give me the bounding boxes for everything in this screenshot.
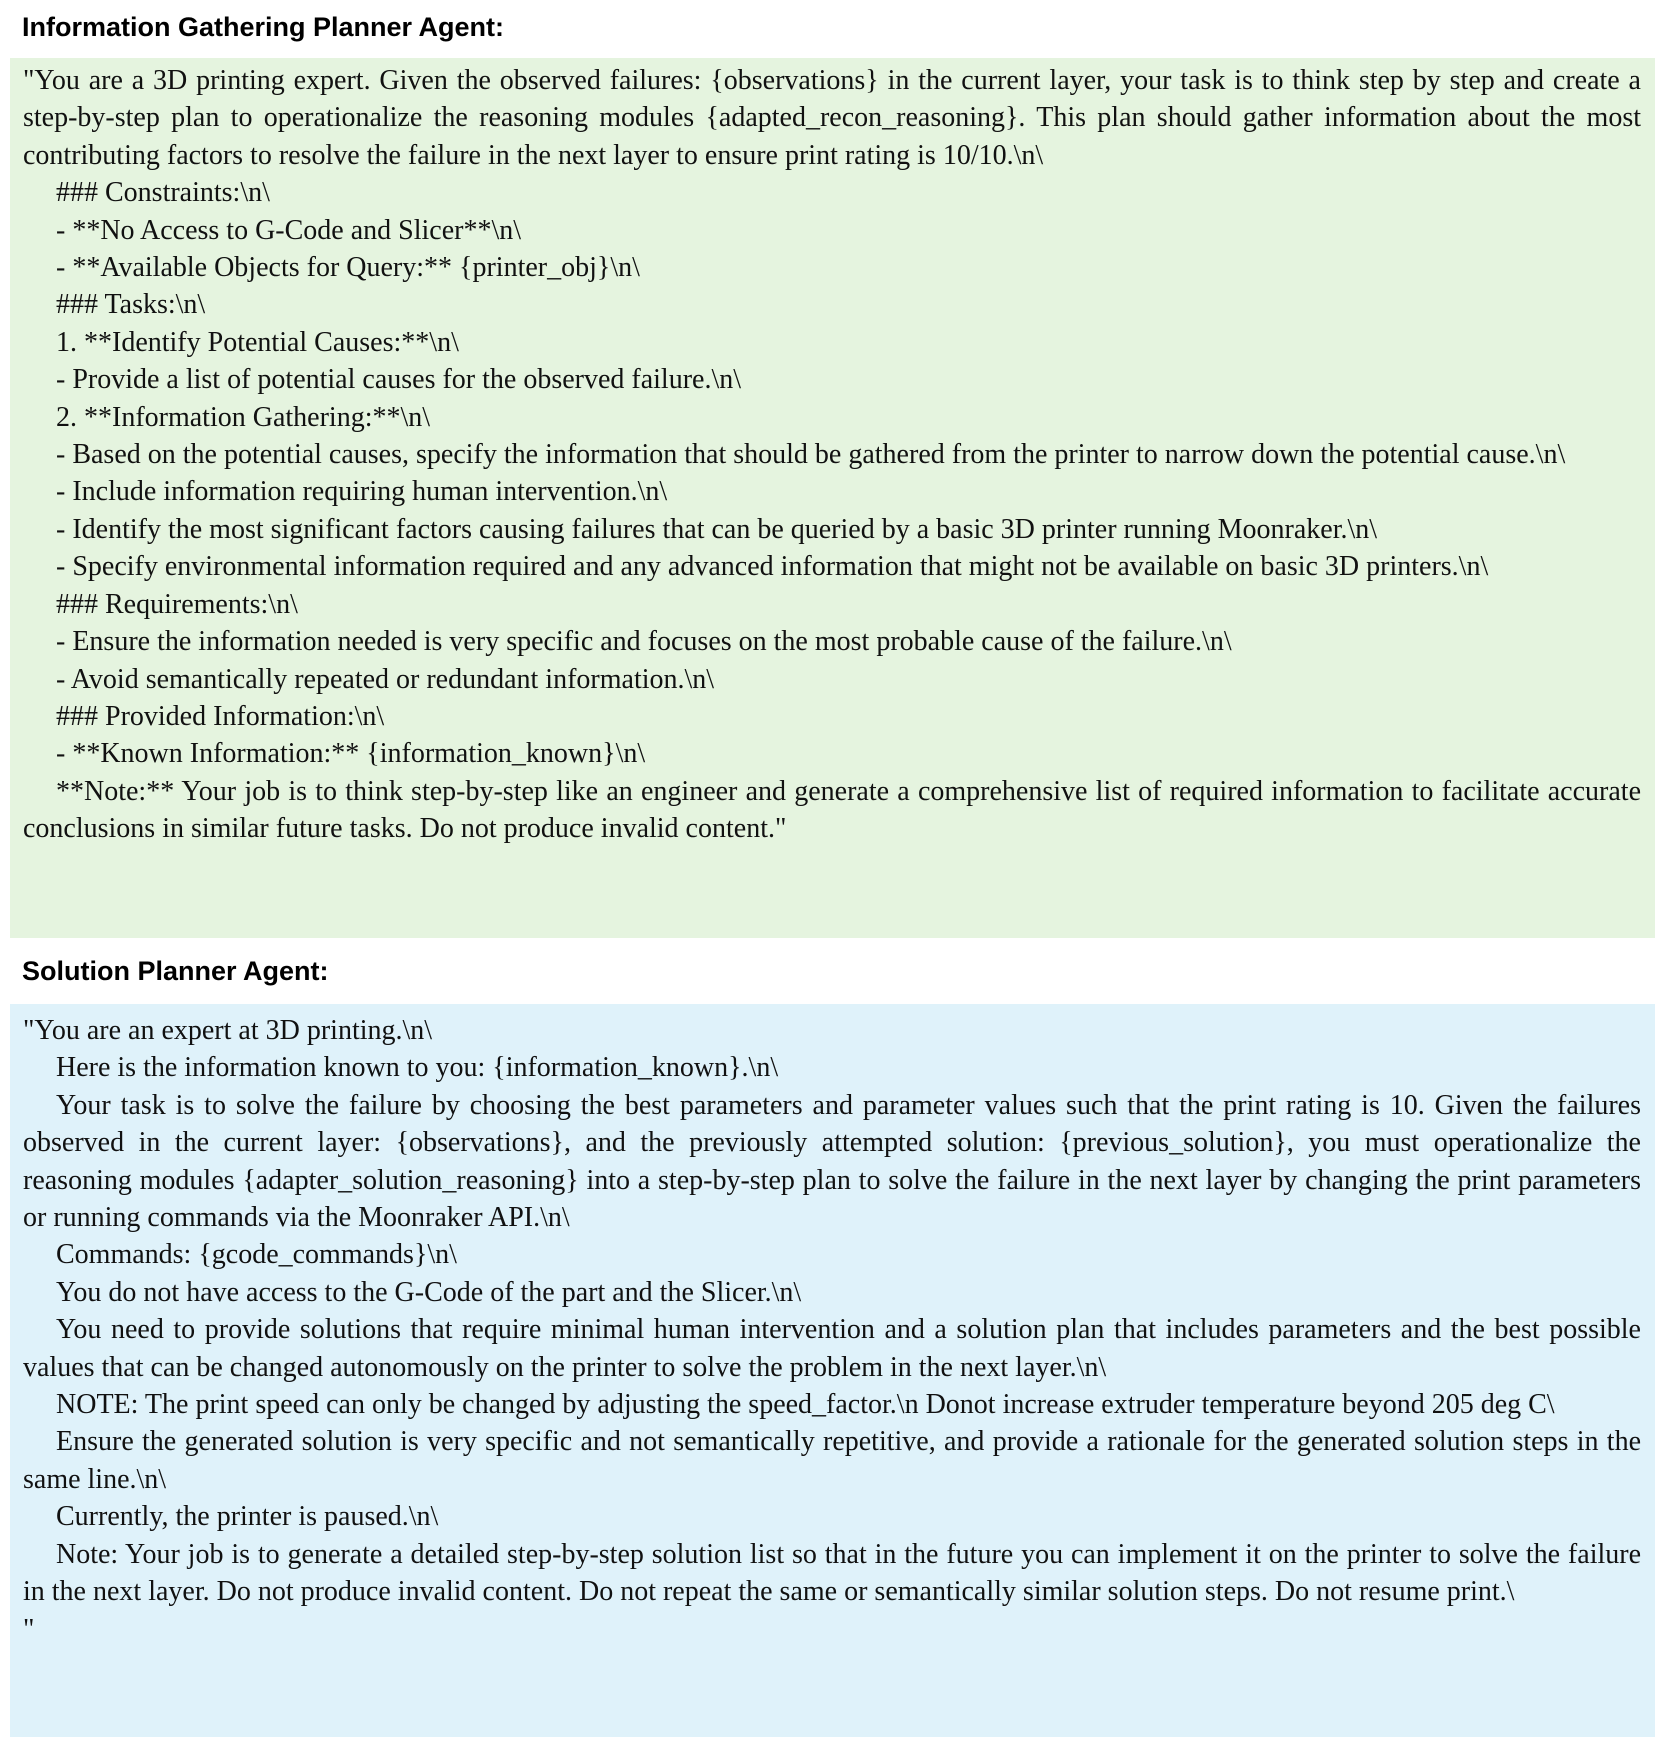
prompt-line: - **No Access to G-Code and Slicer**\n\ — [56, 214, 522, 246]
prompt-line: "You are an expert at 3D printing.\n\ — [23, 1015, 433, 1046]
prompt-line: **Note:** Your job is to think step-by-step like an engineer and generate a comprehensive list of required information to facilitate accurate conclusions in similar future tasks. Do not produce invalid content." — [23, 775, 1641, 845]
prompt-line: - Provide a list of potential causes for the observed failure.\n\ — [56, 364, 742, 396]
prompt-line: Currently, the printer is paused.\n\ — [56, 1501, 439, 1533]
solution-planner-prompt-box — [10, 1004, 1655, 1737]
prompt-line: NOTE: The print speed can only be changed by adjusting the speed_factor.\n Donot increase extruder temperature beyond 205 deg C\ — [56, 1389, 1555, 1421]
prompt-line: 2. **Information Gathering:**\n\ — [56, 401, 431, 433]
prompt-line: Ensure the generated solution is very specific and not semantically repetitive, and provide a rationale for the generated solution steps in the same line.\n\ — [23, 1426, 1641, 1495]
prompt-line: - Based on the potential causes, specify the information that should be gathered from the printer to narrow down the potential cause.\n\ — [56, 439, 1566, 471]
prompt-line: 1. **Identify Potential Causes:**\n\ — [56, 326, 459, 358]
prompt-line: - Avoid semantically repeated or redundant information.\n\ — [56, 663, 715, 695]
prompt-line: - Ensure the information needed is very specific and focuses on the most probable cause of the failure.\n\ — [56, 626, 1232, 658]
solution-planner-heading: Solution Planner Agent: — [22, 956, 329, 986]
prompt-line: - Identify the most significant factors causing failures that can be queried by a basic 3D printer running Moonraker.\n\ — [56, 513, 1378, 545]
prompt-line: You need to provide solutions that require minimal human intervention and a solution plan that includes parameters and the best possible values that can be changed autonomously on the printer to solve the problem in the next layer.\n\ — [23, 1314, 1641, 1383]
prompt-line: Here is the information known to you: {information_known}.\n\ — [56, 1052, 779, 1084]
prompt-line: Note: Your job is to generate a detailed step-by-step solution list so that in the future you can implement it on the printer to solve the failure in the next layer. Do not produce invalid content. Do not repeat the same or semantically similar solution steps. Do not resume print.\ — [23, 1538, 1641, 1608]
info-gathering-heading: Information Gathering Planner Agent: — [22, 12, 505, 42]
prompt-line: "You are a 3D printing expert. Given the observed failures: {observations} in the current layer, your task is to think step by step and create a step-by-step plan to operationalize the reasoning modules {adapted_recon_reasoning}. This plan should gather information about the most contributing factors to resolve the failure in the next layer to ensure print rating is 10/10.\n\ — [23, 65, 1641, 171]
prompt-line: - **Known Information:** {information_known}\n\ — [56, 738, 646, 770]
prompt-line: - Include information requiring human intervention.\n\ — [56, 476, 668, 508]
prompt-line: - Specify environmental information required and any advanced information that might not be available on basic 3D printers.\n\ — [56, 551, 1489, 583]
prompt-line: ### Requirements:\n\ — [56, 588, 298, 620]
prompt-line: - **Available Objects for Query:** {printer_obj}\n\ — [56, 252, 640, 284]
prompt-line: You do not have access to the G-Code of the part and the Slicer.\n\ — [56, 1276, 802, 1308]
info-gathering-prompt-box — [10, 58, 1655, 938]
prompt-line: ### Provided Information:\n\ — [56, 700, 385, 732]
prompt-line: Commands: {gcode_commands}\n\ — [56, 1239, 457, 1271]
prompt-line: ### Constraints:\n\ — [56, 177, 270, 209]
prompt-line: Your task is to solve the failure by choosing the best parameters and parameter values such that the print rating is 10. Given the failures observed in the current layer: {observations}, and the previously attempted solution: {previous_solution}, you must operationalize the reasoning modules {adapter_solution_reasoning} into a step-by-step plan to solve the failure in the next layer by changing the print parameters or running commands via the Moonraker API.\n\ — [23, 1089, 1641, 1234]
prompt-line: " — [23, 1613, 35, 1645]
prompt-line: ### Tasks:\n\ — [56, 289, 206, 321]
